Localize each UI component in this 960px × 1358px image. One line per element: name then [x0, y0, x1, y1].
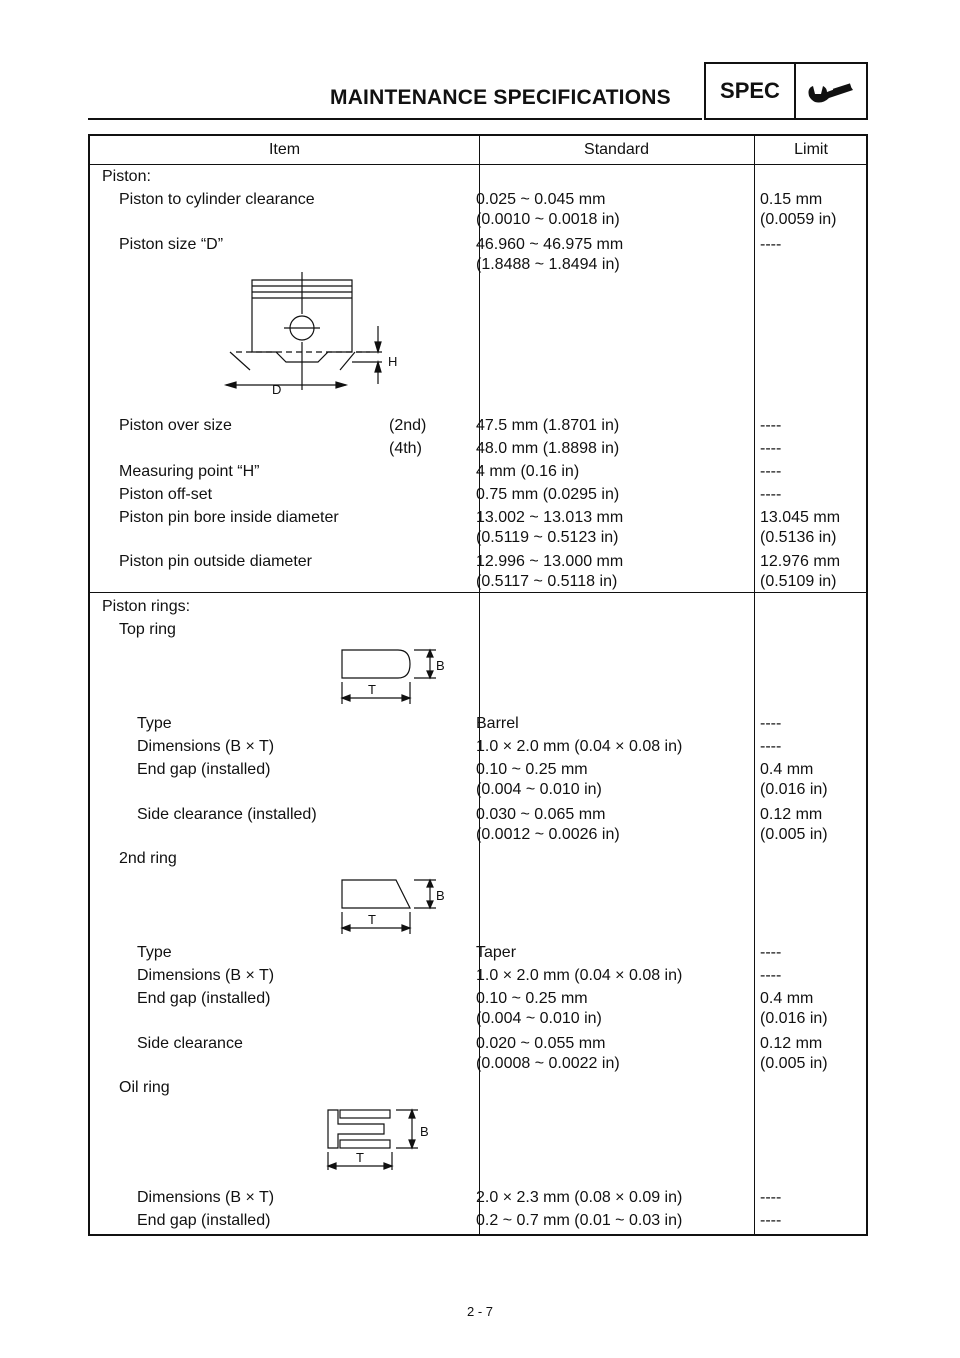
standard-value: 0.10 ~ 0.25 mm: [476, 990, 588, 1007]
standard-value: 46.960 ~ 46.975 mm: [476, 236, 624, 253]
limit-value: ----: [760, 236, 782, 253]
item-label: Measuring point “H”: [119, 463, 260, 480]
limit-value: ----: [760, 1212, 782, 1229]
item-label: Piston over size: [119, 417, 232, 434]
standard-value: (1.8488 ~ 1.8494 in): [476, 256, 620, 273]
limit-value: 0.4 mm: [760, 761, 814, 778]
header-rule: [88, 118, 702, 120]
column-header-standard: Standard: [584, 141, 649, 158]
limit-value: ----: [760, 967, 782, 984]
limit-value: ----: [760, 486, 782, 503]
standard-value: 2.0 × 2.3 mm (0.08 × 0.09 in): [476, 1189, 683, 1206]
second-ring-diagram: [332, 874, 452, 940]
item-label: Side clearance (installed): [137, 806, 317, 823]
limit-value: ----: [760, 944, 782, 961]
standard-value: Taper: [476, 944, 517, 961]
diagram-label-b: B: [420, 1124, 429, 1139]
section-label-rings: Piston rings:: [102, 598, 191, 615]
diagram-label-t: T: [356, 1150, 364, 1165]
limit-value: 13.045 mm: [760, 509, 841, 526]
diagram-label-b: B: [436, 658, 445, 673]
limit-value: (0.016 in): [760, 781, 828, 798]
item-label: Piston off-set: [119, 486, 213, 503]
diagram-label-t: T: [368, 912, 376, 927]
section-divider: [90, 592, 866, 593]
spec-table: [88, 134, 868, 1236]
subsection-label-oil-ring: Oil ring: [119, 1079, 170, 1096]
wrench-icon: [796, 64, 866, 118]
header-divider: [90, 164, 866, 165]
standard-value: 12.996 ~ 13.000 mm: [476, 553, 624, 570]
standard-value: 13.002 ~ 13.013 mm: [476, 509, 624, 526]
item-label: Dimensions (B × T): [137, 967, 275, 984]
limit-value: 0.4 mm: [760, 990, 814, 1007]
limit-value: ----: [760, 1189, 782, 1206]
item-label: Piston to cylinder clearance: [119, 191, 315, 208]
item-label: Side clearance: [137, 1035, 243, 1052]
item-label: Piston pin bore inside diameter: [119, 509, 339, 526]
limit-value: ----: [760, 738, 782, 755]
standard-value: 4 mm (0.16 in): [476, 463, 580, 480]
item-label: Dimensions (B × T): [137, 1189, 275, 1206]
standard-value: (0.004 ~ 0.010 in): [476, 1010, 602, 1027]
standard-value: 0.025 ~ 0.045 mm: [476, 191, 606, 208]
limit-value: 12.976 mm: [760, 553, 841, 570]
standard-value: 0.10 ~ 0.25 mm: [476, 761, 588, 778]
column-divider: [754, 136, 755, 1234]
limit-value: (0.5136 in): [760, 529, 837, 546]
standard-value: 0.2 ~ 0.7 mm (0.01 ~ 0.03 in): [476, 1212, 683, 1229]
standard-value: 0.75 mm (0.0295 in): [476, 486, 620, 503]
standard-value: 48.0 mm (1.8898 in): [476, 440, 620, 457]
limit-value: ----: [760, 440, 782, 457]
standard-value: (0.004 ~ 0.010 in): [476, 781, 602, 798]
limit-value: 0.12 mm: [760, 806, 823, 823]
limit-value: (0.016 in): [760, 1010, 828, 1027]
diagram-label-h: H: [388, 354, 398, 369]
item-label: End gap (installed): [137, 990, 271, 1007]
standard-value: (0.0010 ~ 0.0018 in): [476, 211, 620, 228]
limit-value: 0.15 mm: [760, 191, 823, 208]
standard-value: 47.5 mm (1.8701 in): [476, 417, 620, 434]
limit-value: ----: [760, 417, 782, 434]
oil-ring-diagram: [318, 1106, 448, 1172]
column-header-item: Item: [268, 141, 301, 158]
subsection-label-2nd-ring: 2nd ring: [119, 850, 177, 867]
diagram-label-t: T: [368, 682, 376, 697]
item-label: Type: [137, 715, 172, 732]
limit-value: (0.5109 in): [760, 573, 837, 590]
section-label-piston: Piston:: [102, 168, 151, 185]
page-title: MAINTENANCE SPECIFICATIONS: [330, 86, 671, 109]
limit-value: (0.005 in): [760, 826, 828, 843]
limit-value: ----: [760, 463, 782, 480]
item-label: Dimensions (B × T): [137, 738, 275, 755]
limit-value: 0.12 mm: [760, 1035, 823, 1052]
item-label: End gap (installed): [137, 1212, 271, 1229]
diagram-label-b: B: [436, 888, 445, 903]
standard-value: 1.0 × 2.0 mm (0.04 × 0.08 in): [476, 967, 683, 984]
standard-value: Barrel: [476, 715, 519, 732]
top-ring-diagram: [332, 644, 452, 710]
diagram-label-d: D: [272, 382, 282, 397]
page-number: 2 - 7: [466, 1304, 493, 1319]
standard-value: 0.030 ~ 0.065 mm: [476, 806, 606, 823]
item-label: Type: [137, 944, 172, 961]
limit-value: (0.005 in): [760, 1055, 828, 1072]
piston-diagram: [210, 270, 410, 398]
limit-value: (0.0059 in): [760, 211, 837, 228]
subsection-label-top-ring: Top ring: [119, 621, 176, 638]
spec-badge: [704, 62, 868, 120]
standard-value: (0.5117 ~ 0.5118 in): [476, 573, 618, 590]
item-note: (4th): [389, 440, 422, 457]
standard-value: (0.5119 ~ 0.5123 in): [476, 529, 619, 546]
standard-value: (0.0012 ~ 0.0026 in): [476, 826, 620, 843]
spec-badge-label: SPEC: [706, 64, 796, 118]
standard-value: 0.020 ~ 0.055 mm: [476, 1035, 606, 1052]
item-label: End gap (installed): [137, 761, 271, 778]
column-header-limit: Limit: [794, 141, 828, 158]
item-label: Piston pin outside diameter: [119, 553, 312, 570]
standard-value: 1.0 × 2.0 mm (0.04 × 0.08 in): [476, 738, 683, 755]
limit-value: ----: [760, 715, 782, 732]
item-label: Piston size “D”: [119, 236, 224, 253]
standard-value: (0.0008 ~ 0.0022 in): [476, 1055, 620, 1072]
item-note: (2nd): [389, 417, 427, 434]
